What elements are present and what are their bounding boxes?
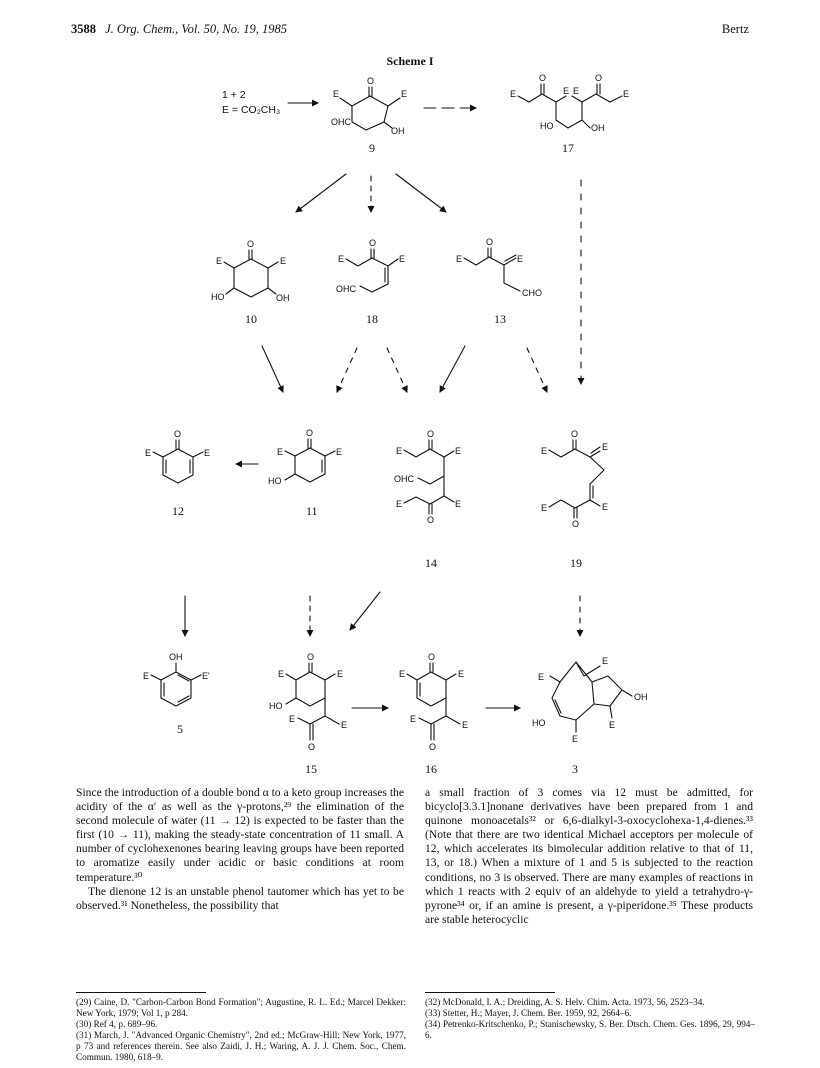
paragraph: The dienone 12 is an unstable phenol tautomer which has yet to be observed.³¹ Nonetheless, the possibility that <box>76 884 404 912</box>
atom-label: E <box>572 734 579 744</box>
paragraph: Since the introduction of a double bond α to a keto group increases the acidity of the α′ as well as the γ-protons,²⁹ the elimination of the second molecule of water (11 → 12) is expected to be faster than the first (10 → 11), making the steady-state concentration of 11 small. A number of cyclohexenones bearing leaving groups have been reported to aromatize easily under acidic or basic conditions at room temperature.³⁰ <box>76 786 404 884</box>
atom-label: E <box>338 254 345 264</box>
atom-label: HO <box>269 701 283 711</box>
atom-label: E <box>341 720 348 730</box>
atom-label: O <box>307 652 315 662</box>
atom-label: E <box>455 446 462 456</box>
body-column-right <box>425 786 753 927</box>
atom-label: CHO <box>522 288 542 298</box>
reagent-definition: E = CO₂CH₃ <box>222 104 281 116</box>
footnote-30: (30) Ref 4, p. 689–96. <box>76 1019 158 1029</box>
atom-label: O <box>369 238 377 248</box>
atom-label: HO <box>532 718 546 728</box>
atom-label: E <box>204 448 211 458</box>
atom-label: O <box>174 429 182 439</box>
atom-label: O <box>572 519 580 529</box>
footnote-31: (31) March, J. "Advanced Organic Chemistry", 2nd ed.; McGraw-Hill: New York, 1977, p 73 and references therein. See also Zaidi, J. H.; Waring, A. J. J. Chem. Soc., Chem. Commun. 1980, 618–9. <box>76 1030 406 1062</box>
atom-label: E <box>573 86 580 96</box>
atom-label: O <box>427 515 435 525</box>
atom-label: E <box>602 656 609 666</box>
atom-label: O <box>429 742 437 752</box>
atom-label: E <box>517 254 524 264</box>
atom-label: O <box>571 429 579 439</box>
atom-label: E <box>541 446 548 456</box>
body-column-left <box>76 786 404 913</box>
atom-label: OH <box>391 126 405 136</box>
compound-label-13: 13 <box>494 312 506 326</box>
atom-label: O <box>428 652 436 662</box>
atom-label: E <box>602 502 609 512</box>
atom-label: OH <box>634 692 648 702</box>
atom-label: E <box>538 672 545 682</box>
atom-label: OHC <box>336 284 356 294</box>
atom-label: E <box>609 720 616 730</box>
atom-label: E <box>280 256 287 266</box>
atom-label: OHC <box>394 474 414 484</box>
atom-label: E <box>410 714 417 724</box>
compound-label-14: 14 <box>425 556 437 570</box>
compound-label-19: 19 <box>570 556 582 570</box>
reaction-equation: 1 + 2 <box>222 89 246 101</box>
compound-label-5: 5 <box>177 722 183 736</box>
atom-label: O <box>247 239 255 249</box>
atom-label: E <box>333 89 340 99</box>
running-header <box>71 22 749 42</box>
atom-label: O <box>539 73 547 83</box>
compound-label-3: 3 <box>572 762 578 776</box>
atom-label: E <box>278 669 285 679</box>
compound-label-12: 12 <box>172 504 184 518</box>
atom-label: OHC <box>331 117 351 127</box>
atom-label: E <box>145 448 152 458</box>
atom-label: E <box>563 86 570 96</box>
atom-label: O <box>367 76 375 86</box>
atom-label: OH <box>276 293 290 303</box>
footnotes-left <box>76 997 406 1063</box>
footnote-rule <box>76 992 206 993</box>
atom-label: E' <box>202 671 210 681</box>
atom-label: HO <box>540 121 554 131</box>
atom-label: E <box>458 669 465 679</box>
atom-label: E <box>399 669 406 679</box>
footnote-33: (33) Stetter, H.; Mayer, J. Chem. Ber. 1959, 92, 2664–6. <box>425 1008 632 1018</box>
author-name: Bertz <box>721 22 749 36</box>
compound-label-10: 10 <box>245 312 257 326</box>
compound-label-9: 9 <box>369 141 375 155</box>
footnote-rule <box>425 992 555 993</box>
atom-label: E <box>216 256 223 266</box>
atom-label: E <box>396 499 403 509</box>
atom-label: OH <box>591 123 605 133</box>
atom-label: O <box>308 742 316 752</box>
atom-label: E <box>462 720 469 730</box>
compound-label-18: 18 <box>366 312 378 326</box>
atom-label: E <box>399 254 406 264</box>
atom-label: E <box>623 89 630 99</box>
footnotes-right <box>425 997 755 1041</box>
footnote-34: (34) Petrenko-Kritschenko, P.; Stanischewsky, S. Ber. Dtsch. Chem. Ges. 1896, 29, 994–6. <box>425 1019 755 1040</box>
atom-label: O <box>306 428 314 438</box>
atom-label: E <box>541 503 548 513</box>
compound-label-17: 17 <box>562 141 574 155</box>
atom-label: OH <box>169 652 183 662</box>
atom-label: E <box>337 669 344 679</box>
atom-label: O <box>486 237 494 247</box>
footnote-29: (29) Caine, D. "Carbon-Carbon Bond Formation"; Augustine, R. L. Ed.; Marcel Dekker: New York, 1979; Vol 1, p 284. <box>76 997 406 1018</box>
compound-label-11: 11 <box>306 504 318 518</box>
atom-label: E <box>396 446 403 456</box>
footnote-32: (32) McDonald, I. A.; Dreiding, A. S. Helv. Chim. Acta. 1973, 56, 2523–34. <box>425 997 705 1007</box>
atom-label: E <box>455 499 462 509</box>
atom-label: E <box>456 254 463 264</box>
paragraph: a small fraction of 3 comes via 12 must be admitted, for bicyclo[3.3.1]nonane derivatives have been prepared from 1 and quinone monoacetals³² or 6,6-dialkyl-3-oxocyclohexa-1,4-dienes.³³ (Note that there are two identical Michael acceptors per molecule of 12, which accelerates its bimolecular addition relative to that of 11, 13, or 18.) When a mixture of 1 and 5 is subjected to the reaction conditions, no 3 is observed. There are many examples of reactions in which 1 reacts with 2 equiv of an aldehyde to yield a tetrahydro-γ-pyrone³⁴ or, if an amine is present, a γ-piperidone.³⁵ These products are stable heterocyclic <box>425 786 753 926</box>
atom-label: E <box>289 714 296 724</box>
atom-label: E <box>401 89 408 99</box>
atom-label: O <box>427 429 435 439</box>
atom-label: E <box>510 89 517 99</box>
scheme-title: Scheme I <box>386 54 434 68</box>
compound-label-16: 16 <box>425 762 437 776</box>
atom-label: O <box>595 73 603 83</box>
atom-label: HO <box>268 476 282 486</box>
atom-label: E <box>336 447 343 457</box>
atom-label: E <box>143 671 150 681</box>
atom-label: HO <box>211 292 225 302</box>
atom-label: E <box>277 447 284 457</box>
page-number: 3588 <box>71 22 96 36</box>
reaction-scheme <box>0 64 820 784</box>
journal-citation: J. Org. Chem., Vol. 50, No. 19, 1985 <box>105 22 287 36</box>
atom-label: E <box>602 442 609 452</box>
compound-label-15: 15 <box>305 762 317 776</box>
